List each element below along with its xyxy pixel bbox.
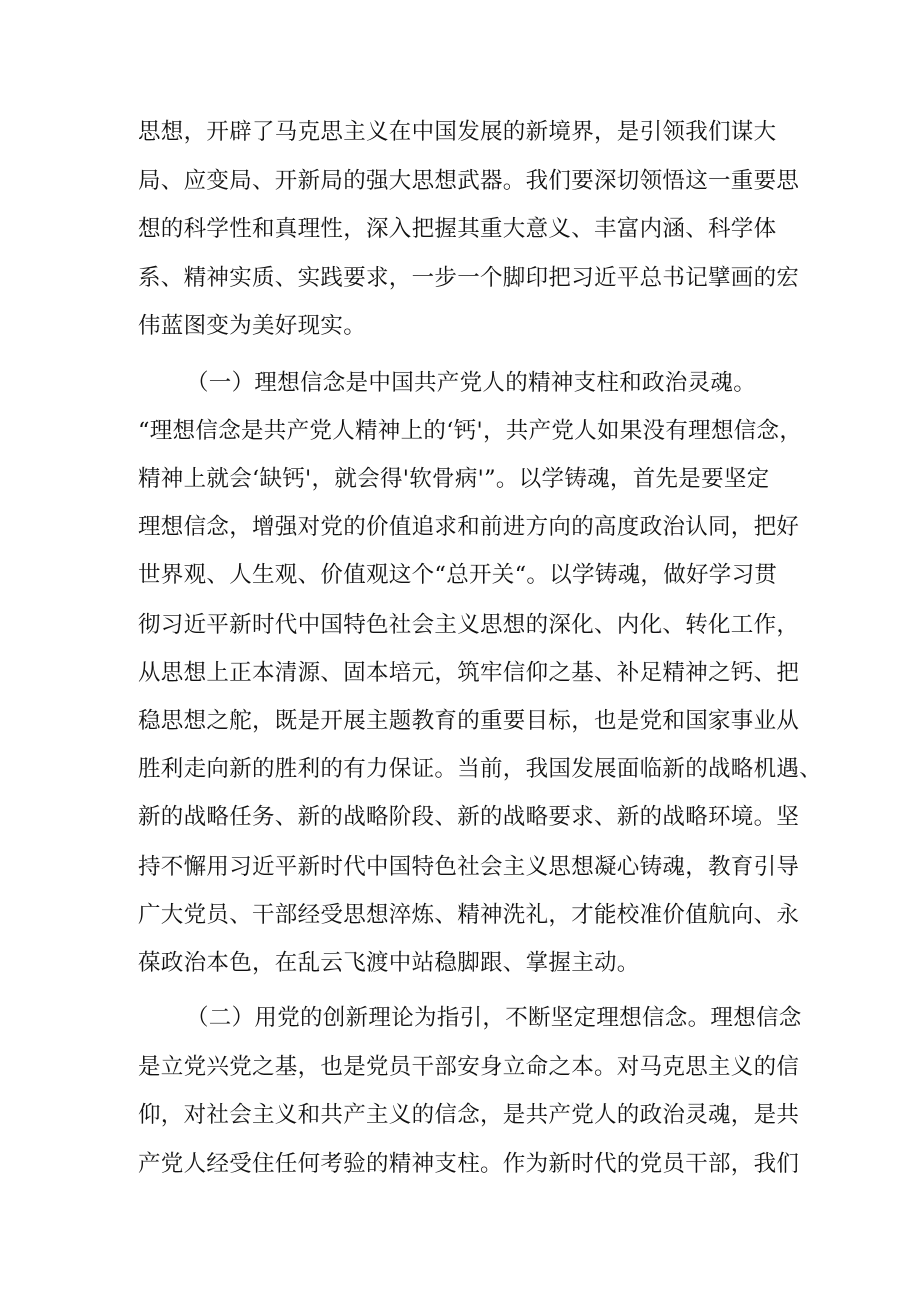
section-heading-two: （二）用党的创新理论为指引，不断坚定理想信念。理想信念 xyxy=(186,1005,802,1031)
text-line: 产党人经受住任何考验的精神支柱。作为新时代的党员干部，我们 xyxy=(138,1151,800,1177)
text-line: 想的科学性和真理性，深入把握其重大意义、丰富内涵、科学体 xyxy=(138,216,777,242)
text-line: 思想，开辟了马克思主义在中国发展的新境界，是引领我们谋大 xyxy=(138,119,777,145)
section-heading-one: （一）理想信念是中国共产党人的精神支柱和政治灵魂。 xyxy=(186,370,757,396)
text-line: 世界观、人生观、价值观这个“总开关“。以学铸魂，做好学习贯 xyxy=(138,562,778,588)
text-line: 广大党员、干部经受思想淬炼、精神洗礼，才能校准价值航向、永 xyxy=(138,902,800,928)
text-line: 仰，对社会主义和共产主义的信念，是共产党人的政治灵魂，是共 xyxy=(138,1102,800,1128)
text-line: 理想信念，增强对党的价值追求和前进方向的高度政治认同，把好 xyxy=(138,514,800,540)
text-line: 从思想上正本清源、固本培元，筑牢信仰之基、补足精神之钙、把 xyxy=(138,660,800,686)
text-line: 彻习近平新时代中国特色社会主义思想的深化、内化、转化工作， xyxy=(138,612,800,638)
text-line: 胜利走向新的胜利的有力保证。当前，我国发展面临新的战略机遇、 xyxy=(138,756,823,782)
text-line: 新的战略任务、新的战略阶段、新的战略要求、新的战略环境。坚 xyxy=(138,804,800,830)
text-line: 稳思想之舵，既是开展主题教育的重要目标，也是党和国家事业从 xyxy=(138,708,800,734)
text-line: 系、精神实质、实践要求，一步一个脚印把习近平总书记擘画的宏 xyxy=(138,265,800,291)
text-line: 持不懈用习近平新时代中国特色社会主义思想凝心铸魂，教育引导 xyxy=(138,854,800,880)
text-line: 伟蓝图变为美好现实。 xyxy=(138,313,367,339)
text-line: 局、应变局、开新局的强大思想武器。我们要深切领悟这一重要思 xyxy=(138,168,800,194)
text-line: “理想信念是共产党人精神上的‘钙'，共产党人如果没有理想信念， xyxy=(138,418,803,444)
text-line: 是立党兴党之基，也是党员干部安身立命之本。对马克思主义的信 xyxy=(138,1054,800,1080)
text-line: 葆政治本色，在乱云飞渡中站稳脚跟、掌握主动。 xyxy=(138,950,640,976)
text-line: 精神上就会‘缺钙'，就会得'软骨病'”。以学铸魂，首先是要坚定 xyxy=(138,466,770,492)
